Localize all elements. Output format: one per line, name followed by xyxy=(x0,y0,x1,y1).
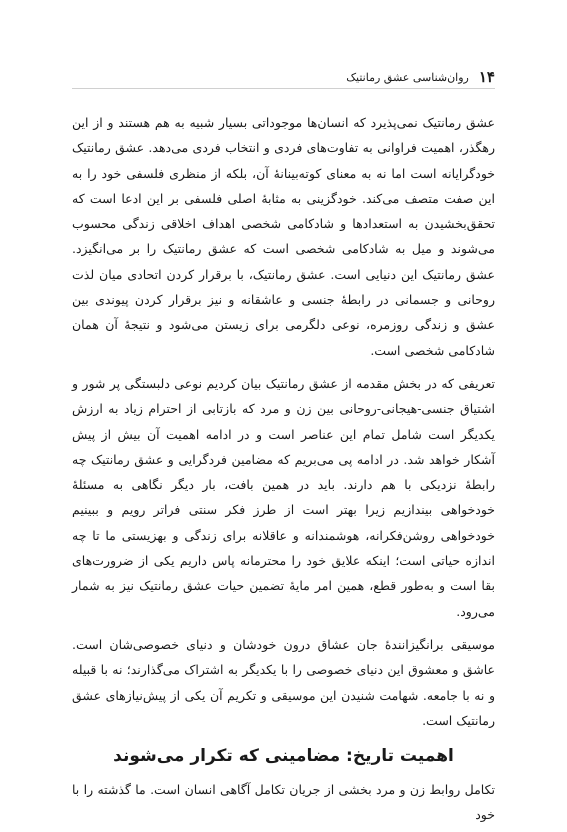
paragraph-4: تکامل روابط زن و مرد بخشی از جریان تکامل آگاهی انسان است. ما گذشته را با خود xyxy=(72,782,495,823)
running-title: روان‌شناسی عشق رمانتیک xyxy=(346,70,469,84)
paragraph-3: موسیقی برانگیزانندهٔ جان عشاق درون خودشان و دنیای خصوصی‌شان است. عاشق و معشوق این دنیای خصوصی را با یکدیگر به اشتراک می‌گذارند؛ نه با قبیله و نه با جامعه. شهامت شنیدن این موسیقی و تکریم آن یکی از پیش‌نیازهای عشق رمانتیک است. xyxy=(72,636,495,728)
page-number: ۱۴ xyxy=(478,68,495,86)
page-header xyxy=(72,66,495,89)
paragraph-2: تعریفی که در بخش مقدمه از عشق رمانتیک بیان کردیم نوعی دلبستگی پر شور و اشتیاق جنسی-هیجانی-روحانی بین زن و مرد که بازتابی از احترام زیاد به ارزش یکدیگر است شامل تمام این عناصر است و در ادامه اهمیت آن بیش از پیش آشکار خواهد شد. در ادامه پی می‌بریم که مضامین فردگرایی و عشق رمانتیک چه رابطهٔ نزدیکی با هم دارند. باید در همین بافت، بار دیگر نگاهی به مسئلهٔ خودخواهی بیندازیم زیرا بهتر است از طرز فکر سنتی فراتر رویم و ببینیم خودخواهی روشن‌فکرانه، هوشمندانه و عاقلانه برای زندگی و بهزیستی ما تا چه اندازه حیاتی است؛ اینکه علایق خود را محترمانه پاس داریم یکی از ضرورت‌های بقا است و به‌طور قطع، همین امر مایهٔ تضمین حیات عشق رمانتیک نیز به شمار می‌رود. xyxy=(72,375,495,619)
section-heading: اهمیت تاریخ: مضامینی که تکرار می‌شوند xyxy=(113,746,454,767)
paragraph-1: عشق رمانتیک نمی‌پذیرد که انسان‌ها موجوداتی بسیار شبیه به هم هستند و از این رهگذر، اهمیت فراوانی به تفاوت‌های فردی و انتخاب فردی می‌دهد. عشق رمانتیک خودگرایانه است اما نه به معنای کوته‌بینانهٔ آن، بلکه از منظری فلسفی خود را به این صفت متصف می‌کند. خودگزینی به مثابهٔ اصلی فلسفی بر این ادعا است که تحقق‌بخشیدن به استعدادها و شادکامی شخصی اهداف اخلاقی زندگی محسوب می‌شوند و میل به شادکامی شخصی است که عشق رمانتیک را بر می‌انگیزد. عشق رمانتیک این دنیایی است. عشق رمانتیک، با برقرار کردن اتحادی میان لذت روحانی و جسمانی در رابطهٔ جنسی و عاشقانه و نیز برقرار کردن پیوندی بین عشق و زندگی روزمره، نوعی دلگرمی برای زیستن می‌شود و نتیجهٔ آن همان شادکامی شخصی است. xyxy=(72,115,495,358)
page-body xyxy=(72,110,495,823)
